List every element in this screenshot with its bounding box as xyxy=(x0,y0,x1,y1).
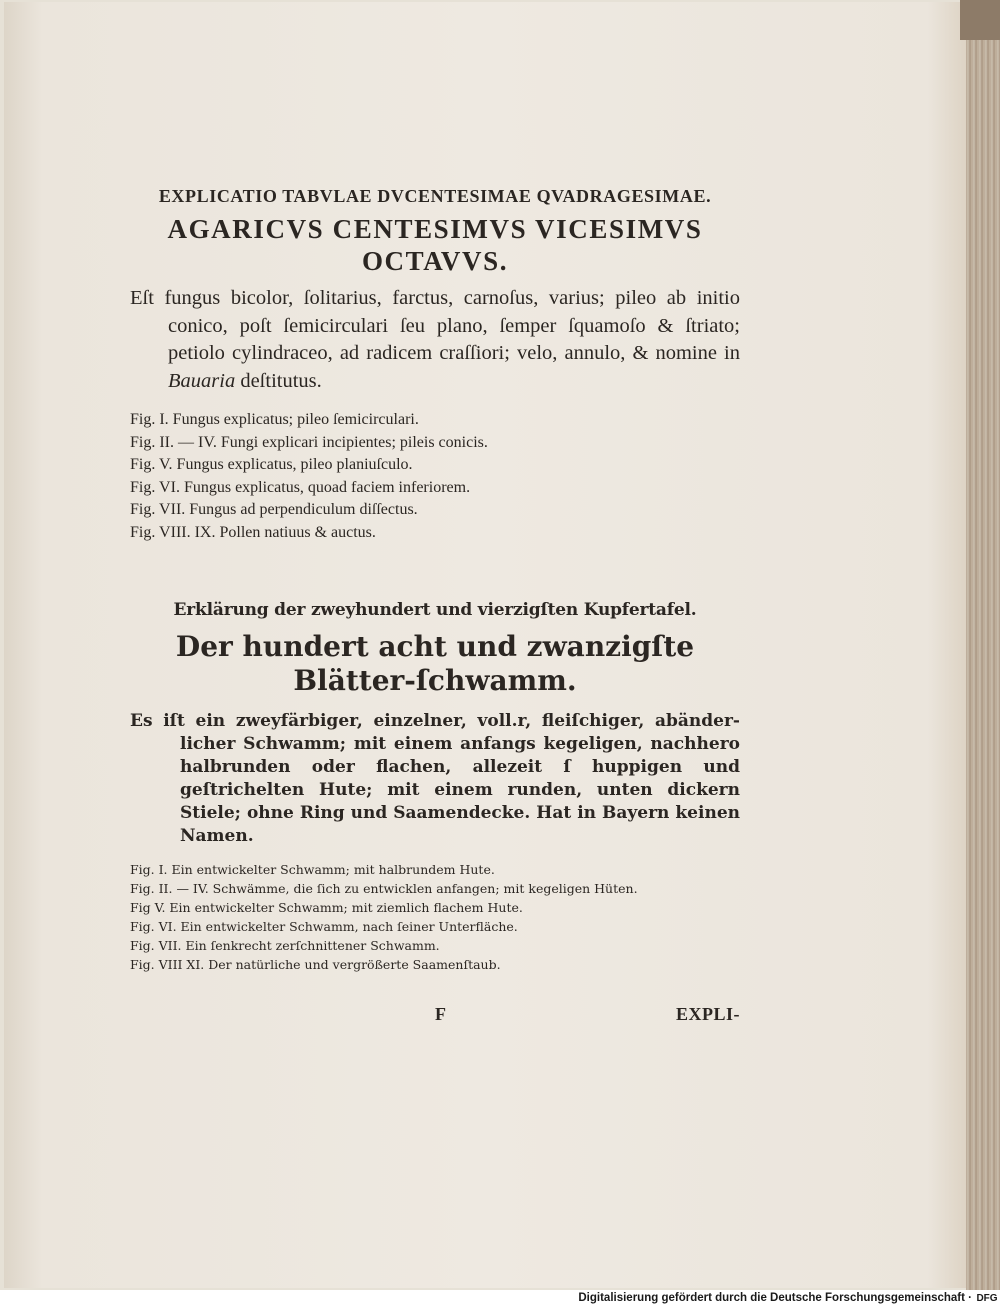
german-figure-item: Fig. VIII XI. Der natürliche und vergrößerte Saamenſtaub. xyxy=(130,957,501,972)
latin-description-text: Eſt fungus bicolor, ſolitarius, farctus, carnoſus, varius; pileo ab initio conico, poſt ſemicirculari ſeu plano, ſemper ſquamoſo & ſtriato; petiolo cylindraceo, ad radicem craſſiori; velo, annulo, & nomine in xyxy=(130,287,740,364)
german-plate-title: Erklärung der zweyhundert und vierzigſten Kupfertafel. xyxy=(173,600,697,620)
catchword: EXPLI- xyxy=(675,1004,740,1024)
german-figure-item: Fig V. Ein entwickelter Schwamm; mit ziemlich flachem Hute. xyxy=(130,900,523,915)
latin-species-title: AGARICVS CENTESIMVS VICESIMVS OCTAVVS. xyxy=(167,214,703,276)
latin-figure-item: Fig. II. — IV. Fungi explicari incipientes; pileis conicis. xyxy=(130,433,488,451)
latin-figure-item: Fig. VIII. IX. Pollen natiuus & auctus. xyxy=(130,523,376,541)
latin-figure-item: Fig. I. Fungus explicatus; pileo ſemicirculari. xyxy=(130,411,419,428)
german-species-title: Der hundert acht und zwanzigſte Blätter-ſchwamm. xyxy=(175,630,695,697)
latin-figure-item: Fig. V. Fungus explicatus, pileo planiuſculo. xyxy=(130,456,413,473)
german-figure-item: Fig. VII. Ein ſenkrecht zerſchnittener Schwamm. xyxy=(130,938,440,953)
german-section xyxy=(130,600,740,974)
latin-figure-list xyxy=(130,409,740,544)
signature-mark: F xyxy=(435,1004,446,1024)
german-description: Es iſt ein zweyfärbiger, einzelner, voll.r, fleiſchiger, abänder-licher Schwamm; mit einem anfangs kegeligen, nachhero halbrunden oder flachen, allezeit ſ huppigen und geſtrichelten Hute; mit einem runden, unten dickern Stiele; ohne Ring und Saamendecke. Hat in Bayern keinen Namen. xyxy=(130,711,740,846)
digitization-credit: Digitalisierung gefördert durch die Deutsche Forschungsgemeinschaft · xyxy=(578,1292,972,1304)
latin-figure-item: Fig. VII. Fungus ad perpendiculum diſſectus. xyxy=(130,501,418,518)
book-corner xyxy=(960,0,1000,40)
latin-plate-title: EXPLICATIO TABVLAE DVCENTESIMAE QVADRAGESIMAE. xyxy=(158,186,712,206)
book-edge xyxy=(966,0,1000,1290)
page-footer xyxy=(130,1004,740,1030)
latin-section xyxy=(130,186,740,544)
latin-figure-item: Fig. VI. Fungus explicatus, quoad faciem inferiorem. xyxy=(130,478,471,496)
latin-description-end: deſtitutus. xyxy=(235,369,322,392)
latin-description xyxy=(130,285,740,395)
page-content xyxy=(130,186,740,974)
german-figure-item: Fig. VI. Ein entwickelter Schwamm, nach ſeiner Unterfläche. xyxy=(130,919,518,934)
latin-place-name: Bauaria xyxy=(168,369,236,392)
german-figure-item: Fig. I. Ein entwickelter Schwamm; mit halbrundem Hute. xyxy=(130,862,495,877)
dfg-logo-icon: DFG xyxy=(976,1293,998,1304)
german-figure-list xyxy=(130,860,740,974)
german-figure-item: Fig. II. — IV. Schwämme, die ſich zu entwicklen anfangen; mit kegeligen Hüten. xyxy=(130,881,638,896)
